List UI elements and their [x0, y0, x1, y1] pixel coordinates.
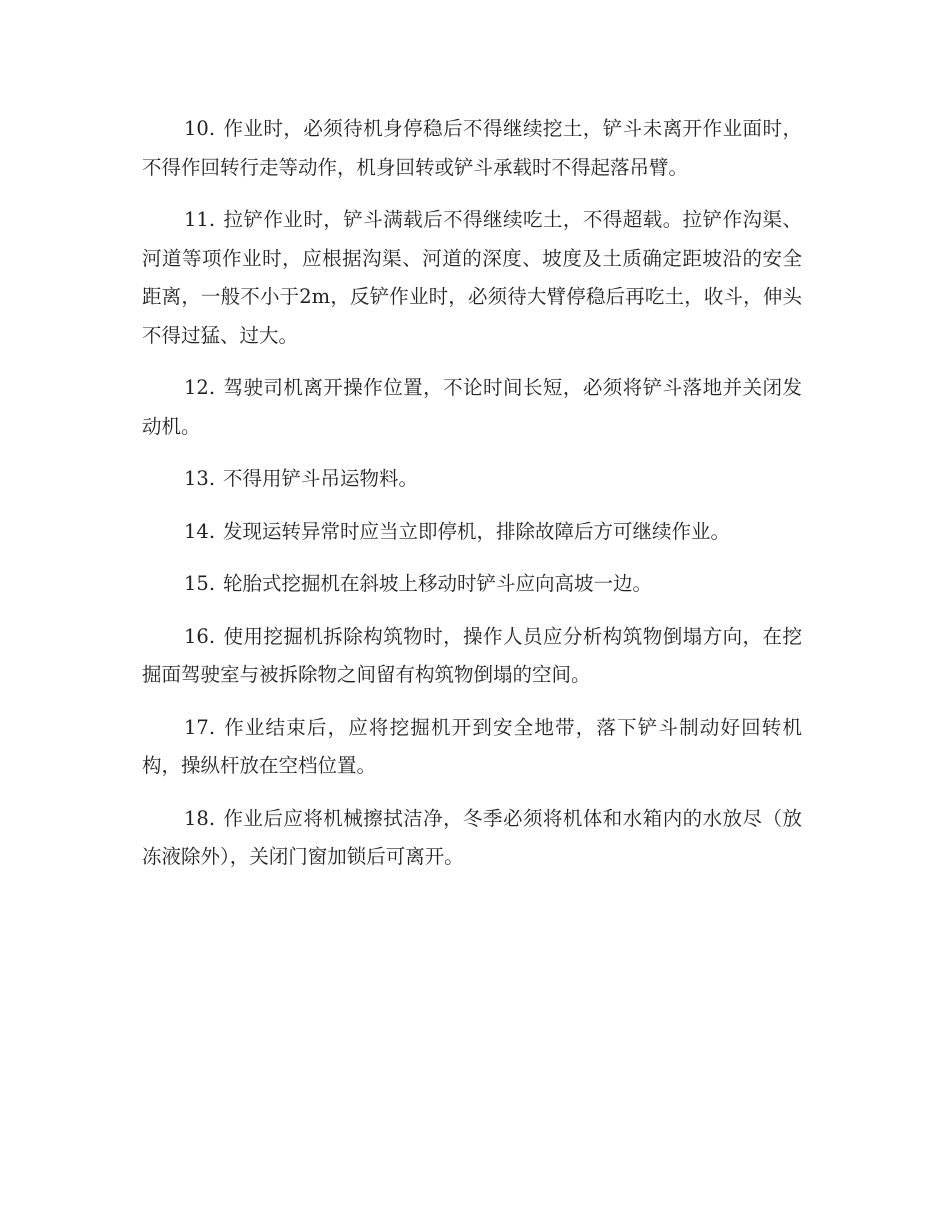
- item-text: 轮胎式挖掘机在斜坡上移动时铲斗应向高坡一边。: [223, 572, 653, 595]
- item-number: 16.: [184, 624, 216, 648]
- item-text: 不得用铲斗吊运物料。: [223, 467, 419, 490]
- item-number: 18.: [184, 806, 216, 830]
- item-text: 使用挖掘机拆除构筑物时，操作人员应分析构筑物倒塌方向，在挖掘面驾驶室与被拆除物之间留有构筑物倒塌的空间。: [142, 624, 802, 686]
- document-body: [142, 110, 802, 891]
- list-item-14: [142, 513, 802, 552]
- list-item-18: [142, 800, 802, 877]
- item-text: 发现运转异常时应当立即停机，排除故障后方可继续作业。: [223, 519, 731, 543]
- list-item-16: [142, 618, 802, 695]
- list-item-15: [142, 565, 802, 604]
- item-number: 15.: [184, 572, 216, 595]
- list-item-10: [142, 110, 802, 187]
- item-text: 拉铲作业时，铲斗满载后不得继续吃土，不得超载。拉铲作沟渠、河道等项作业时，应根据沟渠、河道的深度、坡度及土质确定距坡沿的安全距离，一般不小于2m，反铲作业时，必须待大臂停稳后再吃土，收斗，伸头不得过猛、过大。: [142, 208, 802, 347]
- item-text: 作业结束后，应将挖掘机开到安全地带，落下铲斗制动好回转机构，操纵杆放在空档位置。: [142, 715, 802, 777]
- item-text: 作业后应将机械擦拭洁净，冬季必须将机体和水箱内的水放尽（放冻液除外），关闭门窗加锁后可离开。: [142, 806, 802, 868]
- item-number: 11.: [184, 208, 216, 231]
- item-text: 作业时，必须待机身停稳后不得继续挖土，铲斗未离开作业面时，不得作回转行走等动作，机身回转或铲斗承载时不得起落吊臂。: [142, 117, 802, 179]
- list-item-17: [142, 709, 802, 786]
- item-number: 12.: [184, 376, 216, 399]
- item-number: 10.: [184, 117, 216, 140]
- item-text: 驾驶司机离开操作位置，不论时间长短，必须将铲斗落地并关闭发动机。: [142, 376, 802, 438]
- list-item-11: [142, 201, 802, 355]
- item-number: 14.: [184, 519, 216, 543]
- list-item-12: [142, 369, 802, 446]
- list-item-13: [142, 460, 802, 499]
- item-number: 13.: [184, 467, 216, 490]
- item-number: 17.: [184, 715, 216, 739]
